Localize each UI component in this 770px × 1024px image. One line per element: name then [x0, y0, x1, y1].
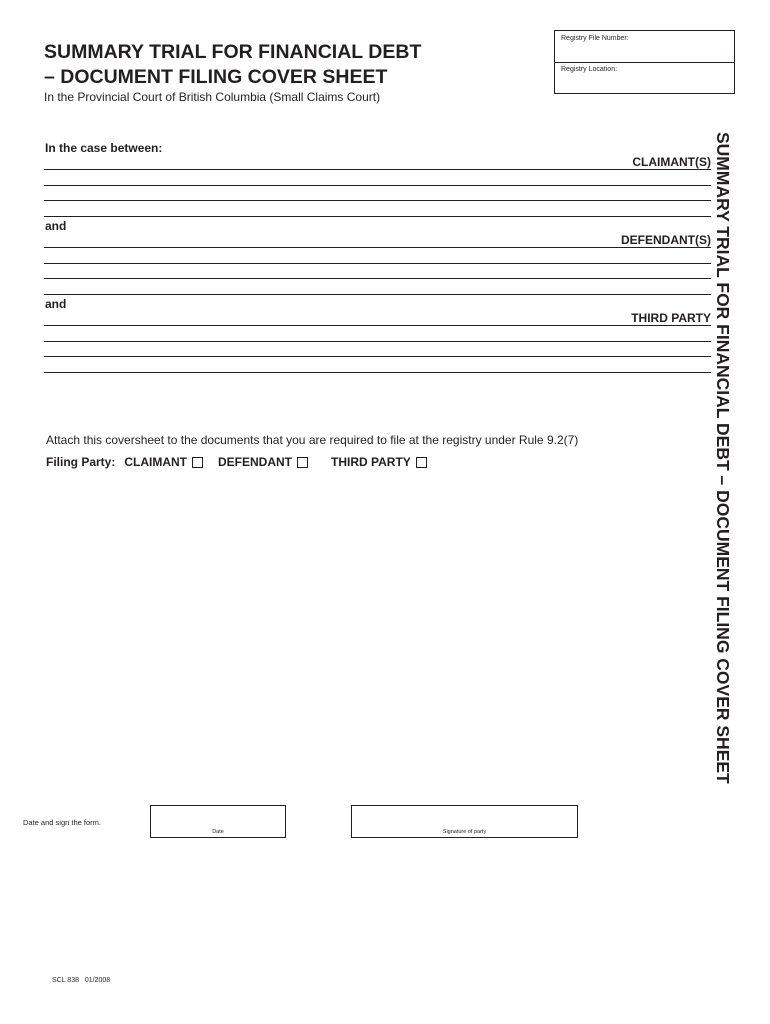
claimant-checkbox[interactable]	[192, 457, 203, 468]
form-code: SCL 838 01/2008	[52, 977, 111, 984]
claimant-address-line[interactable]	[44, 185, 711, 186]
third-party-address-line[interactable]	[44, 341, 711, 342]
defendant-address-line[interactable]	[44, 263, 711, 264]
form-title-line-2: – DOCUMENT FILING COVER SHEET	[44, 66, 388, 88]
third-party-checkbox[interactable]	[416, 457, 427, 468]
defendant-address-line[interactable]	[44, 294, 711, 295]
registry-file-number-label: Registry File Number:	[561, 35, 629, 42]
claimant-label: CLAIMANT(S)	[632, 155, 711, 169]
case-between-label: In the case between:	[45, 141, 163, 155]
claimant-address-line[interactable]	[44, 216, 711, 217]
filing-option-third-party-label: THIRD PARTY	[331, 455, 411, 469]
third-party-label: THIRD PARTY	[631, 311, 711, 325]
filing-option-claimant-label: CLAIMANT	[124, 455, 187, 469]
filing-option-defendant-label: DEFENDANT	[218, 455, 292, 469]
side-title: SUMMARY TRIAL FOR FINANCIAL DEBT – DOCUMENT FILING COVER SHEET	[713, 132, 733, 784]
registry-location-label: Registry Location:	[561, 66, 618, 73]
filing-option-claimant	[124, 455, 203, 469]
and-label: and	[45, 297, 67, 311]
filing-party-row	[46, 455, 427, 469]
third-party-address-line[interactable]	[44, 356, 711, 357]
date-caption: Date	[212, 829, 224, 835]
third-party-name-line[interactable]	[44, 325, 711, 326]
filing-option-third-party	[331, 455, 427, 469]
form-title-line-1: SUMMARY TRIAL FOR FINANCIAL DEBT	[44, 41, 422, 63]
defendant-address-line[interactable]	[44, 278, 711, 279]
signature-field[interactable]	[351, 805, 578, 838]
defendant-name-line[interactable]	[44, 247, 711, 248]
defendant-label: DEFENDANT(S)	[621, 233, 711, 247]
registry-location-field[interactable]	[555, 62, 734, 94]
claimant-name-line[interactable]	[44, 169, 711, 170]
registry-file-number-field[interactable]	[555, 31, 734, 63]
claimant-address-line[interactable]	[44, 200, 711, 201]
registry-box	[554, 30, 735, 94]
defendant-checkbox[interactable]	[297, 457, 308, 468]
and-label: and	[45, 219, 67, 233]
filing-party-label: Filing Party:	[46, 455, 116, 469]
date-sign-instruction: Date and sign the form.	[23, 818, 101, 827]
form-title	[44, 40, 421, 90]
third-party-address-line[interactable]	[44, 372, 711, 373]
filing-option-defendant	[218, 455, 308, 469]
date-field[interactable]	[150, 805, 286, 838]
court-subtitle: In the Provincial Court of British Columbia (Small Claims Court)	[44, 90, 381, 104]
signature-caption: Signature of party	[442, 829, 487, 835]
attach-instructions: Attach this coversheet to the documents that you are required to file at the registry under Rule 9.2(7)	[46, 433, 579, 447]
